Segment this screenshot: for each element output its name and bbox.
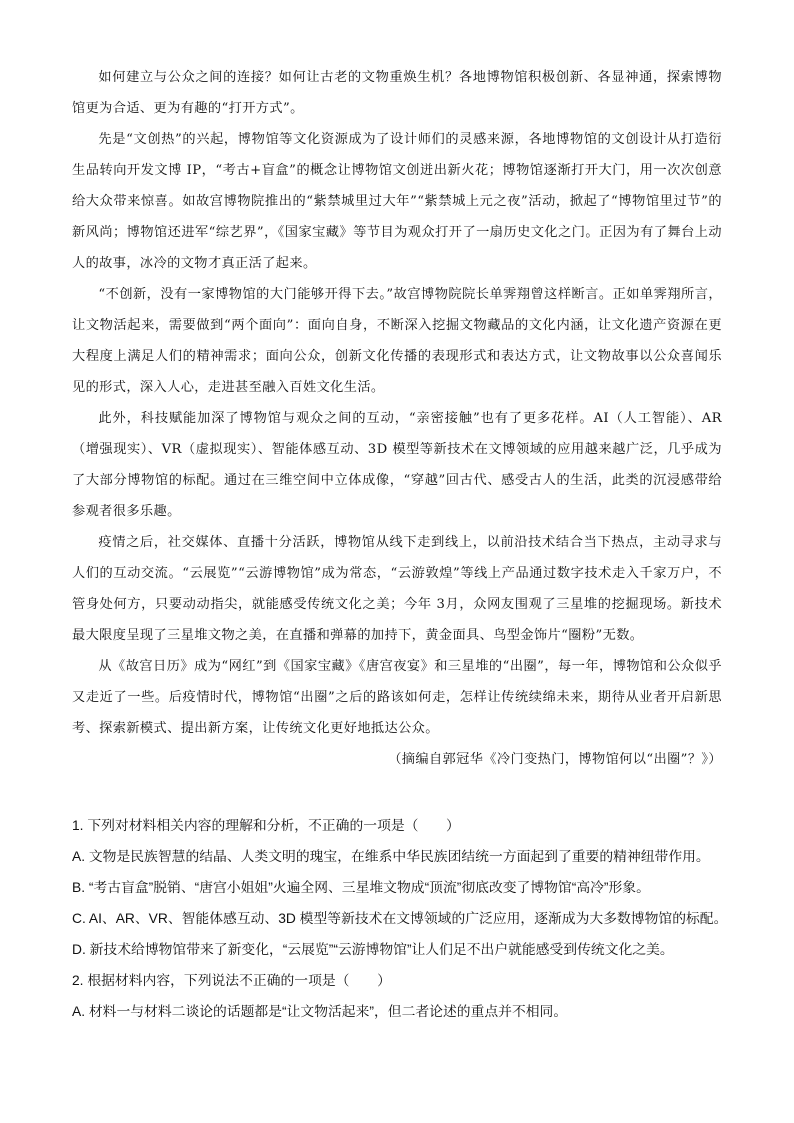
- question-section: [72, 810, 732, 1027]
- answer-option: B. “考古盲盒”脱销、“唐宫小姐姐”火遍全网、三星堆文物成“顶流”彻底改变了博物馆“高冷”形象。: [72, 880, 650, 895]
- question-stem: 2. 根据材料内容，下列说法不正确的一项是（ ）: [72, 973, 391, 988]
- answer-option: A. 文物是民族智慧的结晶、人类文明的瑰宝，在维系中华民族团结统一方面起到了重要的精神纽带作用。: [72, 849, 710, 864]
- paragraph: 如何建立与公众之间的连接？如何让古老的文物重焕生机？各地博物馆积极创新、各显神通，探索博物馆更为合适、更为有趣的“打开方式”。: [72, 70, 722, 116]
- answer-option: D. 新技术给博物馆带来了新变化，“云展览”“云游博物馆”让人们足不出户就能感受到传统文化之美。: [72, 942, 674, 957]
- answer-option: C. AI、AR、VR、智能体感互动、3D 模型等新技术在文博领域的广泛应用，逐渐成为大多数博物馆的标配。: [72, 911, 728, 926]
- paragraph: 此外，科技赋能加深了博物馆与观众之间的互动，“亲密接触”也有了更多花样。AI（人工智能）、AR（增强现实）、VR（虚拟现实）、智能体感互动、3D 模型等新技术在文博领域的应用越来越广泛，几乎成为了大部分博物馆的标配。通过在三维空间中立体成像，“穿越”回古代、感受古人的生活，此类的沉浸感带给参观者很多乐趣。: [72, 411, 722, 519]
- source-citation: （摘编自郭冠华《冷门变热门，博物馆何以“出圈”？》）: [388, 752, 722, 767]
- paragraph: “不创新，没有一家博物馆的大门能够开得下去。”故宫博物院院长单霁翔曾这样断言。正如单霁翔所言，让文物活起来，需要做到“两个面向”：面向自身，不断深入挖掘文物藏品的文化内涵，让文化遗产资源在更大程度上满足人们的精神需求；面向公众，创新文化传播的表现形式和表达方式，让文物故事以公众喜闻乐见的形式，深入人心，走进甚至融入百姓文化生活。: [72, 287, 722, 395]
- question-stem: 1. 下列对材料相关内容的理解和分析，不正确的一项是（ ）: [72, 818, 460, 833]
- reading-passage: [72, 62, 722, 775]
- paragraph: 从《故宫日历》成为“网红”到《国家宝藏》《唐宫夜宴》和三星堆的“出圈”，每一年，博物馆和公众似乎又走近了一些。后疫情时代，博物馆“出圈”之后的路该如何走，怎样让传统续绵未来，期待从业者开启新思考、探索新模式、提出新方案，让传统文化更好地抵达公众。: [72, 659, 722, 736]
- paragraph: 疫情之后，社交媒体、直播十分活跃，博物馆从线下走到线上，以前沿技术结合当下热点，主动寻求与人们的互动交流。“云展览”“云游博物馆”成为常态，“云游敦煌”等线上产品通过数字技术走入千家万户，不管身处何方，只要动动指尖，就能感受传统文化之美；今年 3月，众网友围观了三星堆的挖掘现场。新技术最大限度呈现了三星堆文物之美，在直播和弹幕的加持下，黄金面具、鸟型金饰片“圈粉”无数。: [72, 535, 722, 643]
- answer-option: A. 材料一与材料二谈论的话题都是“让文物活起来”，但二者论述的重点并不相同。: [72, 1004, 568, 1019]
- paragraph: 先是“文创热”的兴起，博物馆等文化资源成为了设计师们的灵感来源，各地博物馆的文创设计从打造衍生品转向开发文博 IP，“考古+盲盒”的概念让博物馆文创迸出新火花；博物馆逐渐打开大门，用一次次创意给大众带来惊喜。如故宫博物院推出的“紫禁城里过大年”“紫禁城上元之夜”活动，掀起了“博物馆里过节”的新风尚；博物馆还进军“综艺界”，《国家宝藏》等节目为观众打开了一扇历史文化之门。正因为有了舞台上动人的故事，冰冷的文物才真正活了起来。: [72, 132, 722, 271]
